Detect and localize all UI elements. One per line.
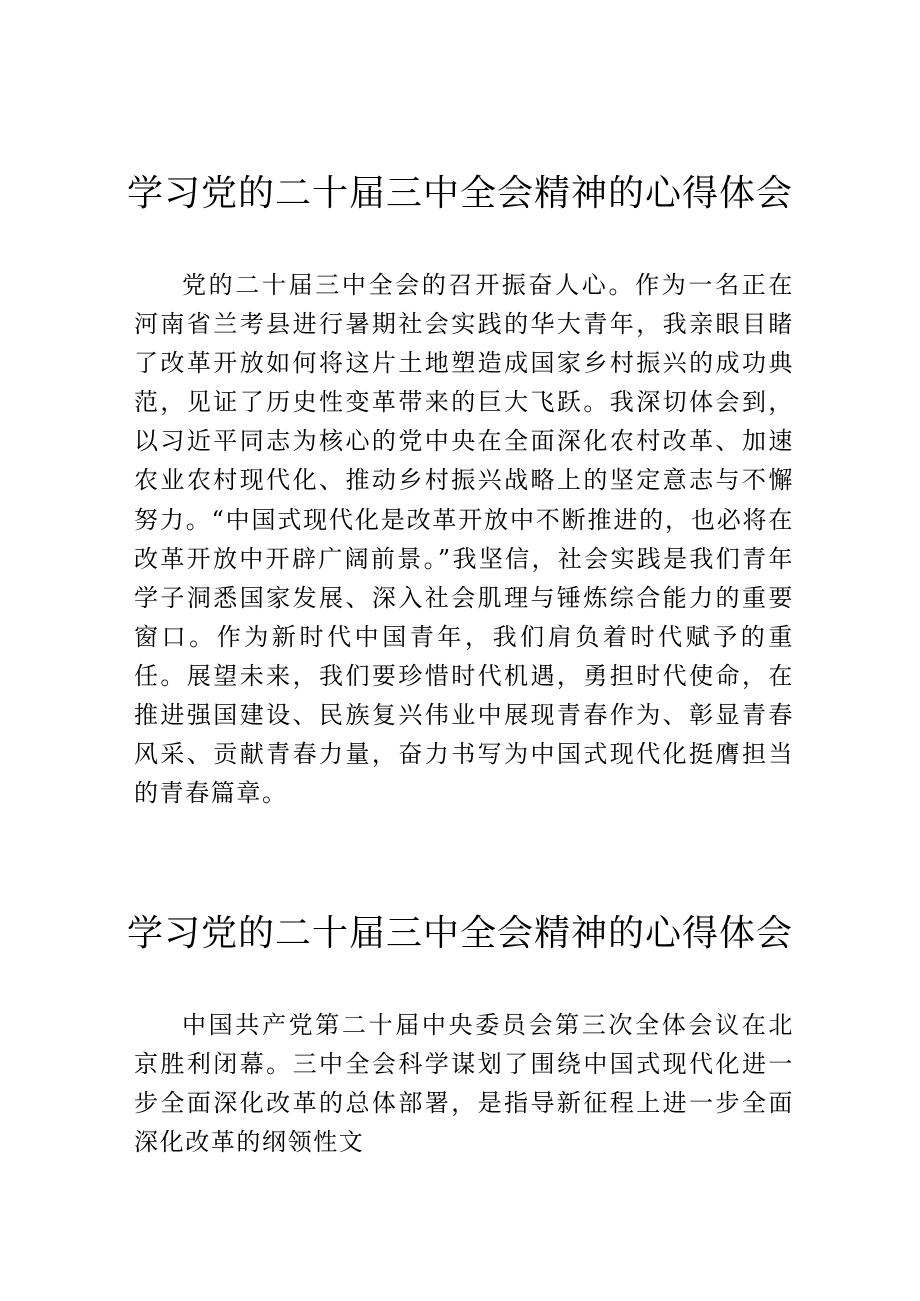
essay-title-2: 学习党的二十届三中全会精神的心得体会 bbox=[126, 913, 793, 954]
essay-title-1: 学习党的二十届三中全会精神的心得体会 bbox=[126, 173, 793, 214]
essay-body-1: 党的二十届三中全会的召开振奋人心。作为一名正在河南省兰考县进行暑期社会实践的华大青年，我亲眼目睹了改革开放如何将这片土地塑造成国家乡村振兴的成功典范，见证了历史性变革带来的巨大飞跃。我深切体会到，以习近平同志为核心的党中央在全面深化农村改革、加速农业农村现代化、推动乡村振兴战略上的坚定意志与不懈努力。“中国式现代化是改革开放中不断推进的，也必将在改革开放中开辟广阔前景。”我坚信，社会实践是我们青年学子洞悉国家发展、深入社会肌理与锤炼综合能力的重要窗口。作为新时代中国青年，我们肩负着时代赋予的重任。展望未来，我们要珍惜时代机遇，勇担时代使命，在推进强国建设、民族复兴伟业中展现青春作为、彰显青春风采、贡献青春力量，奋力书写为中国式现代化挺膺担当的青春篇章。 bbox=[134, 271, 794, 808]
essay-body-2: 中国共产党第二十届中央委员会第三次全体会议在北京胜利闭幕。三中全会科学谋划了围绕中国式现代化进一步全面深化改革的总体部署，是指导新征程上进一步全面深化改革的纲领性文 bbox=[134, 1011, 794, 1157]
